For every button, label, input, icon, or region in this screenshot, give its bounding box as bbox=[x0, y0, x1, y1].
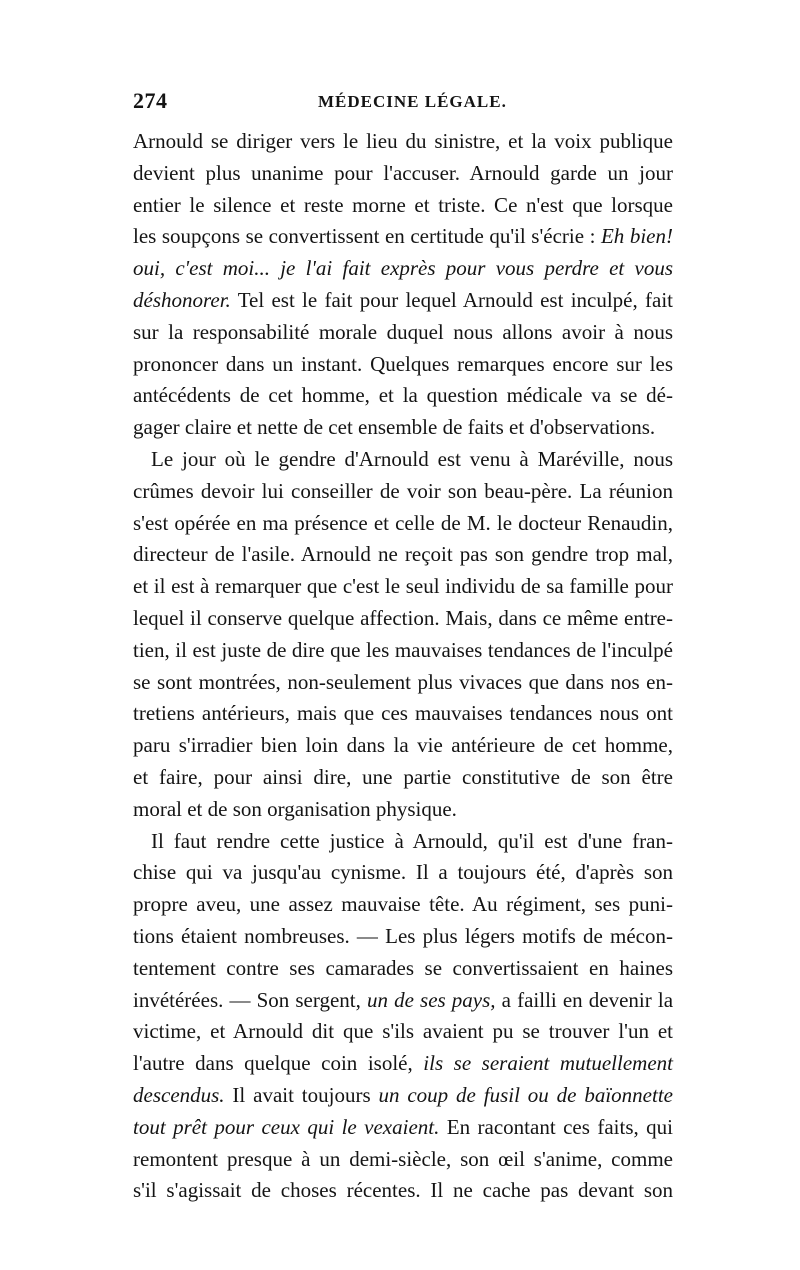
text-line bbox=[133, 794, 673, 826]
running-title: MÉDECINE LÉGALE. bbox=[318, 92, 507, 111]
text-line bbox=[133, 349, 673, 381]
italic-text: tout prêt pour ceux qui le vexaient. bbox=[133, 1114, 440, 1139]
text-run: propre aveu, une assez mauvaise tête. Au régiment, ses puni- bbox=[133, 892, 673, 917]
text-run: Tel est le fait pour lequel Arnould est inculpé, fait bbox=[230, 287, 673, 312]
text-run: lequel il conserve quelque affection. Mais, dans ce même entre- bbox=[133, 605, 673, 630]
text-run: s'est opérée en ma présence et celle de M. le docteur Renaudin, bbox=[133, 510, 673, 535]
text-line bbox=[133, 953, 673, 985]
text-line bbox=[133, 158, 673, 190]
text-run: moral et de son organisation physique. bbox=[133, 796, 457, 821]
text-run: remontent presque à un demi-siècle, son œil s'anime, comme bbox=[133, 1146, 673, 1171]
text-run: l'autre dans quelque coin isolé, bbox=[133, 1051, 424, 1076]
text-line bbox=[133, 826, 673, 858]
italic-text: un de ses pays, bbox=[367, 987, 496, 1012]
text-run: entier le silence et reste morne et triste. Ce n'est que lorsque bbox=[133, 192, 673, 217]
text-line bbox=[133, 603, 673, 635]
text-run: tretiens antérieurs, mais que ces mauvaises tendances nous ont bbox=[133, 701, 673, 726]
text-run: paru s'irradier bien loin dans la vie antérieure de cet homme, bbox=[133, 733, 673, 758]
text-run: gager claire et nette de cet ensemble de faits et d'observations. bbox=[133, 415, 656, 440]
text-line bbox=[133, 508, 673, 540]
text-line bbox=[133, 635, 673, 667]
text-line bbox=[133, 921, 673, 953]
text-line bbox=[133, 253, 673, 285]
text-line bbox=[133, 571, 673, 603]
text-line bbox=[133, 1080, 673, 1112]
text-run: directeur de l'asile. Arnould ne reçoit pas son gendre trop mal, bbox=[133, 542, 673, 567]
text-line bbox=[133, 698, 673, 730]
text-line bbox=[133, 476, 673, 508]
page-number: 274 bbox=[133, 88, 168, 113]
text-line bbox=[133, 889, 673, 921]
text-run: victime, et Arnould dit que s'ils avaient pu se trouver l'un et bbox=[133, 1019, 673, 1044]
text-run: tions étaient nombreuses. — Les plus légers motifs de mécon- bbox=[133, 923, 673, 948]
text-run: les soupçons se convertissent en certitude qu'il s'écrie : bbox=[133, 224, 601, 249]
text-line bbox=[133, 412, 673, 444]
text-line bbox=[133, 221, 673, 253]
text-line bbox=[133, 190, 673, 222]
text-line bbox=[133, 762, 673, 794]
text-line bbox=[133, 1112, 673, 1144]
text-line bbox=[133, 1144, 673, 1176]
italic-text: oui, c'est moi... je l'ai fait exprès pour vous perdre et vous bbox=[133, 256, 673, 281]
text-run: antécédents de cet homme, et la question médicale va se dé- bbox=[133, 383, 673, 408]
text-run: devient plus unanime pour l'accuser. Arnould garde un jour bbox=[133, 160, 673, 185]
text-line bbox=[133, 730, 673, 762]
text-line bbox=[133, 1016, 673, 1048]
italic-text: ils se seraient mutuellement bbox=[423, 1051, 673, 1076]
text-run: invétérées. — Son sergent, bbox=[133, 987, 367, 1012]
text-run: En racontant ces faits, qui bbox=[439, 1114, 673, 1139]
text-line bbox=[133, 1048, 673, 1080]
text-line bbox=[133, 285, 673, 317]
italic-text: descendus. bbox=[133, 1082, 225, 1107]
text-run: sur la responsabilité morale duquel nous allons avoir à nous bbox=[133, 319, 673, 344]
text-run: tentement contre ses camarades se convertissaient en haines bbox=[133, 955, 673, 980]
text-run: Il avait toujours bbox=[224, 1082, 379, 1107]
text-run: crûmes devoir lui conseiller de voir son beau-père. La réunion bbox=[133, 478, 673, 503]
text-run: s'il s'agissait de choses récentes. Il ne cache pas devant son bbox=[133, 1178, 673, 1203]
text-line bbox=[133, 985, 673, 1017]
text-line bbox=[133, 857, 673, 889]
text-line bbox=[133, 126, 673, 158]
italic-text: Eh bien! bbox=[600, 224, 673, 249]
text-run: Il faut rendre cette justice à Arnould, qu'il est d'une fran- bbox=[151, 828, 673, 853]
text-line bbox=[133, 444, 673, 476]
body-text bbox=[133, 126, 673, 1207]
text-run: prononcer dans un instant. Quelques remarques encore sur les bbox=[133, 351, 673, 376]
text-run: se sont montrées, non-seulement plus vivaces que dans nos en- bbox=[133, 669, 673, 694]
text-run: Le jour où le gendre d'Arnould est venu à Maréville, nous bbox=[151, 446, 673, 471]
text-line bbox=[133, 539, 673, 571]
running-head bbox=[133, 88, 673, 120]
text-run: tien, il est juste de dire que les mauvaises tendances de l'inculpé bbox=[133, 637, 673, 662]
text-run: et faire, pour ainsi dire, une partie constitutive de son être bbox=[133, 764, 673, 789]
italic-text: un coup de fusil ou de baïonnette bbox=[378, 1082, 673, 1107]
italic-text: déshonorer. bbox=[133, 287, 231, 312]
text-line bbox=[133, 317, 673, 349]
text-line bbox=[133, 380, 673, 412]
text-run: Arnould se diriger vers le lieu du sinistre, et la voix publique bbox=[133, 129, 673, 153]
text-line bbox=[133, 667, 673, 699]
text-run: a failli en devenir la bbox=[495, 987, 674, 1012]
text-line bbox=[133, 1175, 673, 1207]
text-run: chise qui va jusqu'au cynisme. Il a toujours été, d'après son bbox=[133, 860, 673, 885]
text-run: et il est à remarquer que c'est le seul individu de sa famille pour bbox=[133, 574, 673, 599]
